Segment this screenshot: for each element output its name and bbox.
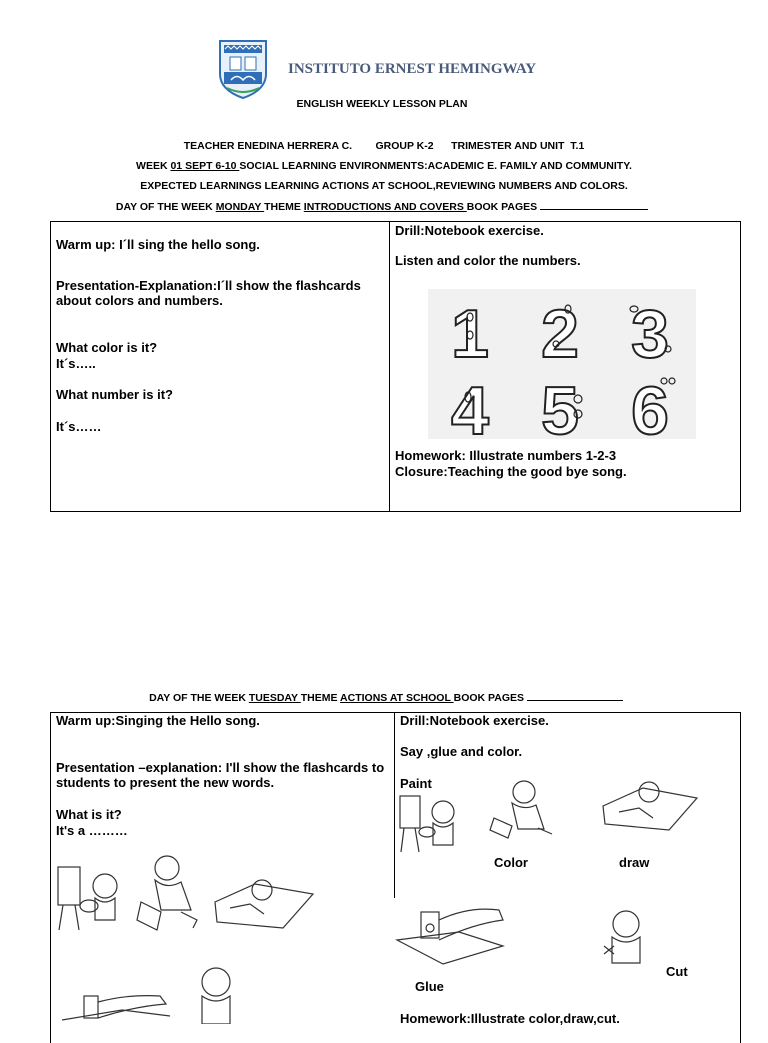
number-1: 1	[451, 296, 489, 372]
numbers-coloring-image	[428, 289, 696, 439]
monday-listen: Listen and color the numbers.	[395, 253, 581, 268]
week-rest: SOCIAL LEARNING ENVIRONMENTS:ACADEMIC E. FAMILY AND COMMUNITY.	[239, 160, 632, 172]
paint-image	[397, 792, 467, 854]
tuesday-say: Say ,glue and color.	[400, 744, 523, 759]
teacher-line: TEACHER ENEDINA HERRERA C. GROUP K-2 TRIMESTER AND UNIT T.1	[183, 140, 585, 152]
monday-answer-number: It´s……	[56, 419, 102, 434]
book-pages-blank	[540, 208, 648, 210]
school-crest-logo	[217, 38, 269, 100]
monday-day-line: DAY OF THE WEEK MONDAY THEME INTRODUCTIONS AND COVERS BOOK PAGES	[0, 201, 766, 213]
monday-divider	[389, 221, 390, 511]
monday-theme: INTRODUCTIONS AND COVERS	[303, 201, 467, 213]
child-cutting-image	[186, 964, 246, 1024]
tuesday-question: What is it?	[56, 807, 122, 822]
monday-warmup: Warm up: I´ll sing the hello song.	[56, 237, 260, 252]
tuesday-paint-label: Paint	[400, 776, 432, 791]
tuesday-warmup: Warm up:Singing the Hello song.	[56, 713, 260, 728]
child-coloring-image	[210, 872, 315, 932]
number-4: 4	[451, 373, 489, 439]
monday-question-number: What number is it?	[56, 387, 173, 402]
number-6: 6	[631, 373, 669, 439]
tuesday-drill: Drill:Notebook exercise.	[400, 713, 549, 728]
tuesday-draw-label: draw	[619, 855, 650, 870]
tuesday-theme: ACTIONS AT SCHOOL	[340, 692, 454, 704]
monday-answer-color: It´s…..	[56, 356, 96, 371]
tuesday-divider	[394, 712, 395, 898]
number-3: 3	[631, 296, 669, 372]
color-image	[488, 778, 566, 840]
plan-title: ENGLISH WEEKLY LESSON PLAN	[296, 98, 468, 110]
cut-image	[600, 906, 650, 976]
child-drawing-image	[133, 852, 213, 932]
tuesday-color-label: Color	[494, 855, 528, 870]
monday-closure: Closure:Teaching the good bye song.	[395, 464, 627, 479]
expected-learnings: EXPECTED LEARNINGS LEARNING ACTIONS AT SCHOOL,REVIEWING NUMBERS AND COLORS.	[140, 180, 628, 192]
tuesday-book-pages-blank	[527, 699, 623, 701]
glue-image	[395, 900, 505, 970]
glue-stick-image	[62, 990, 172, 1024]
tuesday-day: TUESDAY	[248, 692, 301, 704]
week-value: 01 SEPT 6-10	[170, 160, 240, 172]
week-line	[0, 160, 768, 172]
tuesday-cut-label: Cut	[666, 964, 688, 979]
draw-image	[599, 776, 700, 834]
tuesday-presentation: Presentation –explanation: I'll show the flashcards to students to present the new words.	[56, 760, 385, 790]
school-name: INSTITUTO ERNEST HEMINGWAY	[288, 61, 537, 77]
tuesday-day-line: DAY OF THE WEEK TUESDAY THEME ACTIONS AT SCHOOL BOOK PAGES	[2, 692, 768, 704]
monday-question-color: What color is it?	[56, 340, 158, 355]
tuesday-glue-label: Glue	[415, 979, 444, 994]
monday-presentation: Presentation-Explanation:I´ll show the flashcards about colors and numbers.	[56, 278, 361, 308]
child-painting-image	[55, 862, 130, 932]
number-2: 2	[541, 296, 579, 372]
monday-homework: Homework: Illustrate numbers 1-2-3	[395, 448, 617, 463]
monday-drill: Drill:Notebook exercise.	[395, 223, 544, 238]
tuesday-homework: Homework:Illustrate color,draw,cut.	[400, 1011, 620, 1026]
week-label: WEEK	[136, 160, 171, 172]
monday-day: MONDAY	[215, 201, 265, 213]
number-5: 5	[541, 373, 579, 439]
tuesday-answer: It's a ………	[56, 823, 128, 838]
